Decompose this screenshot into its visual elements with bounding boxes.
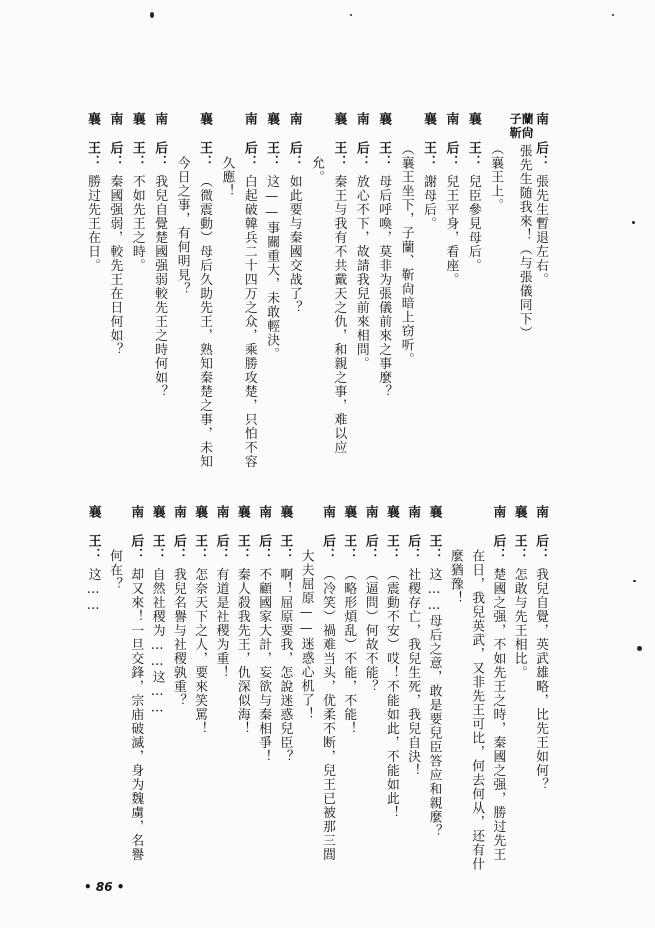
dialogue-line — [151, 112, 167, 399]
dialogue-line — [383, 505, 399, 820]
dialogue-line — [170, 505, 186, 708]
dialogue-line — [129, 112, 145, 273]
dialogue-text: （略形煩乱）不能，不能！ — [341, 567, 357, 736]
dialogue-text: 謝母后。 — [421, 174, 436, 231]
dialogue-text: （微震動）母后久助先王，熟知秦楚之事，未知 — [197, 174, 212, 469]
dialogue-line — [353, 112, 369, 371]
dialogue-line — [106, 549, 122, 591]
speaker-title: 王： — [85, 533, 101, 562]
speaker-name: 襄 — [85, 505, 101, 520]
dialogue-text: 却又來！一旦交鋒，宗庙破滅，身为魏虜，名譽 — [128, 567, 144, 862]
dialogue-line — [447, 549, 463, 605]
dialogue-text: 怎敢与先王相比。 — [511, 567, 527, 680]
dialogue-line — [286, 112, 302, 315]
speaker-title: 后： — [213, 533, 229, 562]
dialogue-text: 啊！屈原要我，怎說迷惑兒臣？ — [277, 567, 293, 764]
dialogue-text: 自然社稷为……这…… — [149, 567, 165, 717]
speaker-name: 南 — [533, 112, 548, 127]
speaker-name: 南 — [128, 505, 144, 520]
dialogue-line — [398, 142, 414, 366]
dialogue-line — [241, 112, 257, 469]
speaker-name: 南 — [362, 505, 378, 520]
speaker-title: 后： — [490, 533, 506, 562]
speaker-name: 襄 — [376, 112, 392, 127]
speaker-title: 王： — [383, 533, 399, 562]
dialogue-line — [127, 505, 143, 862]
dialogue-line — [84, 112, 100, 273]
speaker-title: 王： — [129, 140, 145, 169]
speaker-name: 襄 — [85, 112, 100, 127]
speaker-name: 襄 — [331, 112, 347, 127]
speaker-title: 后： — [353, 140, 369, 169]
speaker-name: 南 — [533, 505, 548, 520]
speaker-title: 王： — [421, 140, 436, 169]
speaker-name: 南 — [443, 112, 459, 127]
dialogue-line — [234, 505, 250, 736]
speaker-name: 南 — [320, 505, 335, 520]
speaker-title: 后： — [405, 533, 421, 562]
speaker-title: 王： — [85, 140, 100, 169]
dialogue-text: 張先生随我來！（与張儀同下） — [516, 144, 532, 340]
dialogue-text: 秦人殺我先王，仇深似海！ — [234, 567, 250, 736]
speaker-name: 襄 — [511, 505, 527, 520]
dialogue-text: 我兒自覺，英武雄略，比先王如何？ — [533, 567, 548, 792]
ink-speck — [633, 580, 636, 582]
dialogue-text: 允。 — [309, 156, 324, 184]
dialogue-line — [362, 505, 378, 694]
dialogue-text: 秦國强弱，較先王在日何如？ — [107, 174, 123, 357]
speaker-title: 王： — [277, 533, 293, 562]
speaker-name: 襄 — [341, 505, 357, 520]
speaker-name: 襄 — [383, 505, 399, 520]
dialogue-line — [308, 156, 324, 184]
dialogue-line — [442, 112, 458, 287]
dialogue-line — [85, 505, 101, 614]
speaker-title: 王： — [234, 533, 250, 562]
dialogue-line — [510, 112, 538, 340]
speaker-title: 后： — [170, 533, 186, 562]
dialogue-text: （襄王坐下，子蘭、靳尙暗上窃听。 — [398, 142, 414, 366]
dialogue-line — [404, 505, 420, 778]
speaker-name: 南 — [213, 505, 229, 520]
dialogue-text: 这——事關重大，未敢輕決。 — [264, 174, 280, 362]
dialogue-text: 大夫屈原——迷惑心机了！ — [298, 549, 314, 722]
ink-speck — [150, 12, 154, 18]
speaker-name: 南 — [152, 112, 168, 127]
speaker-name: 南 — [353, 112, 369, 127]
speaker-title: 后： — [128, 533, 144, 562]
dialogue-text: 麼猶豫！ — [447, 549, 463, 605]
page-number: • 86 • — [84, 880, 125, 894]
speaker-name: 襄 — [465, 112, 481, 127]
dialogue-line — [276, 505, 292, 764]
dialogue-text: 我兒名譽与社稷孰重？ — [170, 567, 186, 708]
speaker-name: 南 — [256, 505, 272, 520]
dialogue-text: 怎奈天下之人，要來笑罵！ — [192, 567, 208, 736]
speaker-title: 后： — [362, 533, 378, 562]
speaker-title: 王： — [264, 140, 280, 169]
speaker-title: 王： — [426, 533, 442, 562]
dialogue-text: 有道是社稷为重！ — [213, 567, 229, 680]
dialogue-text: 勝过先王在日。 — [85, 174, 100, 273]
speaker-title: 后： — [533, 533, 548, 562]
speaker-name: 襄 — [192, 505, 208, 520]
speaker-name: 襄 — [264, 112, 280, 127]
speaker-title: 王： — [149, 533, 165, 562]
dialogue-text: 兒臣參見母后。 — [465, 174, 481, 273]
dialogue-text: 白起破韓兵二十四万之众，乘勝攻楚，只怕不容 — [241, 174, 257, 469]
dialogue-line — [263, 112, 279, 361]
speaker-title: 后： — [107, 140, 123, 169]
dialogue-line — [106, 112, 122, 357]
ink-speck — [612, 14, 614, 16]
speaker-name: 南 — [107, 112, 123, 127]
ink-speck — [350, 14, 352, 16]
dialogue-text: （襄王上。 — [488, 142, 504, 212]
dialogue-line — [213, 505, 229, 680]
dialogue-text: 兒王平身，看座。 — [443, 174, 459, 287]
dialogue-line — [489, 505, 505, 862]
dialogue-line — [340, 505, 356, 736]
speaker-name: 襄 — [197, 112, 212, 127]
speaker-title: 王： — [341, 533, 357, 562]
speaker-name: 子蘭靳尙 — [509, 112, 534, 140]
speaker-title: 王： — [511, 533, 527, 562]
speaker-title: 后： — [533, 140, 548, 169]
dialogue-text: 在日，我兒英武，又非先王可比，何去何从，还有什 — [469, 549, 485, 871]
dialogue-text: 不顧國家大計，妄欲与秦相爭！ — [256, 567, 272, 764]
dialogue-line — [465, 112, 481, 273]
speaker-title: 王： — [331, 140, 347, 169]
speaker-title: 王： — [192, 533, 208, 562]
speaker-name: 襄 — [277, 505, 293, 520]
speaker-name: 南 — [490, 505, 506, 520]
dialogue-line — [330, 112, 346, 455]
dialogue-line — [174, 156, 190, 296]
dialogue-text: 这……母后之意，敢是要兒臣答应和親麼？ — [426, 567, 442, 839]
dialogue-text: 何在？ — [107, 549, 122, 591]
speaker-title: 后： — [443, 140, 459, 169]
dialogue-text: 如此要与秦國交战了？ — [286, 174, 302, 315]
dialogue-text: 久應！ — [219, 156, 235, 198]
speaker-title: 后： — [241, 140, 257, 169]
speaker-name: 襄 — [149, 505, 165, 520]
dialogue-line — [298, 549, 314, 721]
dialogue-line — [420, 112, 436, 231]
speaker-name: 南 — [405, 505, 421, 520]
ink-speck — [637, 646, 642, 651]
dialogue-text: 不如先王之時。 — [129, 174, 145, 273]
speaker-title: 王： — [197, 140, 212, 169]
speaker-name: 南 — [286, 112, 302, 127]
dialogue-text: 社稷存亡，我兒生死，我兒自決！ — [405, 567, 421, 778]
speaker-title: 后： — [286, 140, 302, 169]
speaker-title: 后： — [320, 533, 335, 562]
ink-speck — [632, 221, 635, 224]
dialogue-line — [375, 112, 391, 399]
dialogue-line — [511, 505, 527, 680]
dialogue-line — [487, 142, 503, 212]
dialogue-line — [532, 505, 548, 792]
dialogue-text: （逼問）何故不能？ — [362, 567, 378, 694]
speaker-name: 襄 — [234, 505, 250, 520]
dialogue-text: 这…… — [85, 567, 101, 615]
speaker-title: 王： — [465, 140, 481, 169]
dialogue-line — [149, 505, 165, 717]
speaker-name: 南 — [241, 112, 257, 127]
speaker-title: 后： — [256, 533, 272, 562]
dialogue-line — [319, 505, 335, 862]
dialogue-line — [191, 505, 207, 736]
speaker-title: 王： — [376, 140, 392, 169]
dialogue-line — [218, 156, 234, 198]
speaker-name: 襄 — [421, 112, 436, 127]
speaker-name: 襄 — [426, 505, 442, 520]
dialogue-line — [196, 112, 212, 469]
dialogue-line — [468, 549, 484, 871]
speaker-name: 襄 — [129, 112, 145, 127]
dialogue-text: 張先生暫退左右。 — [533, 174, 548, 287]
dialogue-text: 楚國之强，不如先王之時，秦國之强，勝过先王 — [490, 567, 506, 862]
dialogue-text: （冷笑）禍难当头，优柔不断，兒王已被那三閭 — [320, 567, 335, 862]
dialogue-text: 今日之事，有何明見？ — [174, 156, 190, 296]
dialogue-text: 我兒自覺楚國强弱較先王之時何如？ — [152, 174, 168, 399]
speaker-title: 后： — [152, 140, 168, 169]
dialogue-line — [255, 505, 271, 764]
dialogue-text: （震動不安）哎！不能如此，不能如此！ — [383, 567, 399, 820]
speaker-name: 南 — [170, 505, 186, 520]
dialogue-text: 母后呼喚，莫非为張儀前來之事麼？ — [376, 174, 392, 399]
dialogue-text: 放心不下，故請我兒前來相問。 — [353, 174, 369, 371]
dialogue-text: 秦王与我有不共戴天之仇，和親之事，难以应 — [331, 174, 347, 455]
dialogue-line — [426, 505, 442, 838]
